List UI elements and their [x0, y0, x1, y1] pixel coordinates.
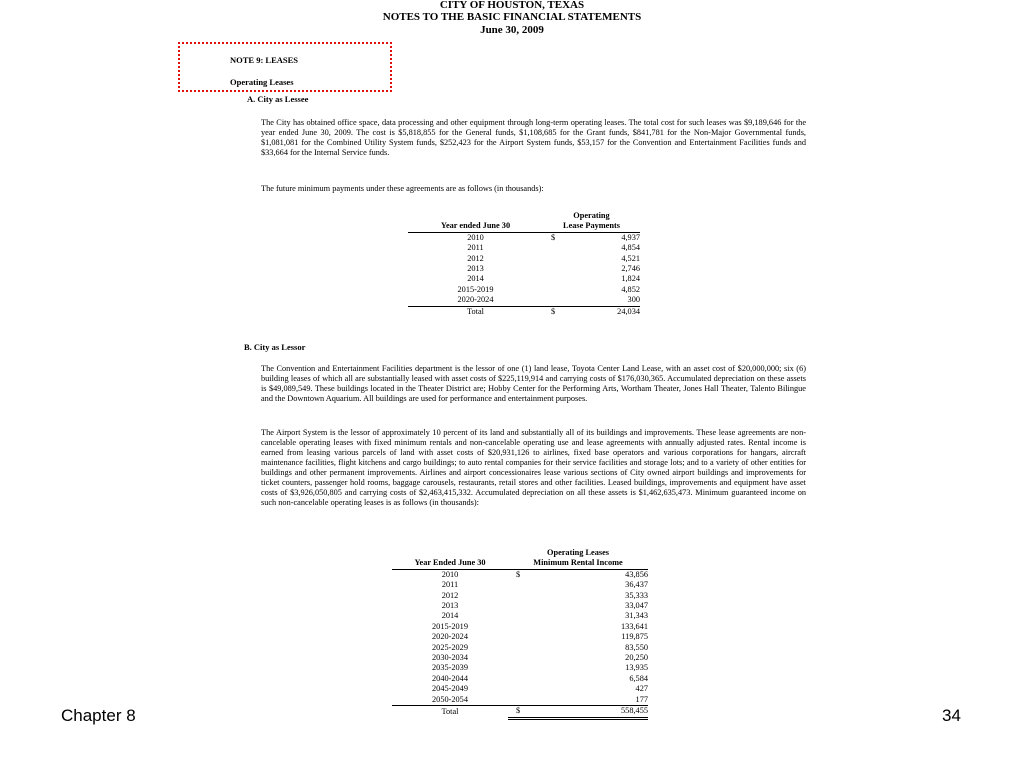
lessee-row-currency: [543, 243, 577, 253]
lessee-row: [408, 274, 640, 284]
lessor-row-year: 2014: [441, 611, 459, 621]
lessee-row: [408, 285, 640, 295]
lessor-row-currency: [508, 663, 551, 673]
lessee-row-value: 2,746: [621, 264, 640, 274]
lessor-row-value: 43,856: [625, 569, 648, 579]
lessor-row: [392, 569, 648, 580]
lessee-row-year: 2014: [467, 274, 484, 284]
lessor-row-year: 2045-2049: [432, 684, 468, 694]
lessor-row-year: 2012: [441, 590, 459, 600]
lessor-total-currency: $: [508, 706, 551, 718]
section-a-paragraph-2: The future minimum payments under these agreements are as follows (in thousands):: [261, 184, 544, 193]
lessee-row-value: 4,521: [621, 253, 640, 263]
section-a-paragraph-1: The City has obtained office space, data processing and other equipment through long-term operating leases. The total cost for such leases was $9,189,646 for the year ended June 30, 2009. The cost is $5,818,855 for the General funds, $1,108,685 for the Grant funds, $841,781 for the Non-Major Governmental funds, $1,081,081 for the Combined Utility System funds, $252,423 for the Airport System funds, $53,157 for the Convention and Entertainment Facilities funds and $33,664 for the Internal Service funds.: [261, 118, 806, 157]
lessor-row-value: 133,641: [621, 621, 648, 631]
lessor-row-year: 2025-2029: [432, 642, 468, 652]
lessee-row-year: 2020-2024: [457, 295, 494, 305]
lessor-row: [392, 643, 648, 653]
lessee-total-row: [408, 306, 640, 317]
lessor-row: [392, 653, 648, 663]
lessor-row-year: 2050-2054: [432, 694, 468, 704]
lessor-row-value: 427: [635, 684, 648, 694]
lessee-row-currency: [543, 254, 577, 264]
lessor-col2-header-line2: Minimum Rental Income: [508, 558, 648, 569]
lessor-row-currency: [508, 580, 551, 590]
lessor-row-year: 2040-2044: [432, 673, 468, 683]
lessor-total-value: 558,455: [551, 706, 648, 718]
lessee-total-label: Total: [408, 306, 543, 317]
lessor-row-currency: [508, 653, 551, 663]
lessor-row: [392, 591, 648, 601]
lessee-row-year: 2015-2019: [457, 284, 494, 294]
lessor-row-currency: [508, 674, 551, 684]
lessor-row-year: 2013: [441, 601, 459, 611]
lessee-row-value: 4,937: [621, 232, 640, 242]
lessor-row: [392, 601, 648, 611]
lessee-row: [408, 243, 640, 253]
lessor-row-currency: [508, 611, 551, 621]
lessor-row-value: 33,047: [625, 601, 648, 611]
lessor-row-currency: [508, 591, 551, 601]
lessee-col2-header-line2: Lease Payments: [543, 221, 640, 232]
lessee-row-year: 2011: [467, 243, 484, 253]
lessor-row-value: 20,250: [625, 653, 648, 663]
lessor-total-row: [392, 706, 648, 718]
lessor-row-currency: [508, 684, 551, 694]
lessor-row-currency: [508, 632, 551, 642]
lessor-row-currency: [508, 643, 551, 653]
lessee-row-value: 4,854: [621, 243, 640, 253]
lessor-income-table: [392, 548, 648, 720]
lessor-row: [392, 663, 648, 673]
lessor-row-year: 2010: [441, 569, 459, 579]
lessee-row-value: 1,824: [621, 274, 640, 284]
chapter-label: Chapter 8: [61, 706, 136, 725]
note-title: NOTE 9: LEASES: [230, 55, 299, 65]
lessor-row-currency: [508, 601, 551, 611]
lessee-row-currency: $: [551, 232, 556, 242]
lessor-row-value: 177: [635, 694, 648, 704]
lessee-row-currency: [543, 264, 577, 274]
lessor-row: [392, 580, 648, 590]
lessee-row: [408, 232, 640, 243]
lessee-total-currency: $: [543, 306, 577, 317]
lessee-row-value: 300: [627, 295, 640, 305]
page-number: 34: [942, 706, 961, 725]
section-b-heading: B. City as Lessor: [244, 342, 306, 352]
lessor-row: [392, 695, 648, 706]
lessee-total-value: 24,034: [577, 306, 640, 317]
lessor-row-value: 35,333: [625, 590, 648, 600]
lessor-col2-header-line1: Operating Leases: [547, 548, 609, 557]
lessee-row: [408, 254, 640, 264]
lessee-row: [408, 295, 640, 306]
section-a-heading: A. City as Lessee: [247, 94, 309, 104]
lessor-row-value: 119,875: [621, 632, 648, 642]
lessor-col1-header: Year Ended June 30: [392, 558, 508, 569]
lessee-payments-table: [408, 211, 640, 317]
lessor-row: [392, 611, 648, 621]
lessor-row-currency: $: [516, 569, 521, 579]
document-header-date: June 30, 2009: [480, 24, 544, 36]
lessor-row-value: 13,935: [625, 663, 648, 673]
lessor-row: [392, 622, 648, 632]
lessor-row: [392, 632, 648, 642]
lessor-row-value: 31,343: [625, 611, 648, 621]
section-b-paragraph-2: The Airport System is the lessor of approximately 10 percent of its land and substantially all of its buildings and improvements. These lease agreements are non-cancelable operating leases with fixed minimum rentals and non-cancelable operating use and lease agreements with annually adjusted rates. Rental income is earned from leasing various parcels of land with asset costs of $20,931,126 to airlines, fixed base operators and various corporations for hangars, aircraft maintenance facilities, flight kitchens and cargo buildings; to auto rental companies for their service facilities and storage lots; and to a variety of other entities for buildings and other permanent improvements. Airlines and airport concessionaires lease various sections of City owned airport buildings and improvements for ticket counters, passenger hold rooms, baggage carousels, restaurants, retail stores and other facilities. Leased buildings, improvements and equipment have asset costs of $3,926,050,805 and carrying costs of $2,463,415,332. Accumulated depreciation on all these assets is $1,462,635,473. Minimum guaranteed income on such non-cancelable operating leases is as follows (in thousands):: [261, 428, 806, 507]
lessor-row-year: 2020-2024: [432, 632, 468, 642]
lessee-col2-header-line1: Operating: [573, 211, 610, 220]
document-header-city: CITY OF HOUSTON, TEXAS: [439, 0, 585, 11]
lessee-row-currency: [543, 274, 577, 284]
lessee-row-year: 2013: [467, 264, 484, 274]
lessee-row-value: 4,852: [621, 284, 640, 294]
lessee-row-year: 2012: [467, 253, 484, 263]
lessor-total-label: Total: [392, 706, 508, 718]
note-subtitle: Operating Leases: [230, 77, 294, 87]
lessor-row-year: 2011: [441, 580, 459, 590]
lessor-row-year: 2030-2034: [432, 653, 468, 663]
lessor-row-currency: [508, 622, 551, 632]
lessor-row-year: 2035-2039: [432, 663, 468, 673]
document-header-title: NOTES TO THE BASIC FINANCIAL STATEMENTS: [382, 11, 642, 23]
lessor-row-year: 2015-2019: [432, 621, 468, 631]
lessor-row: [392, 684, 648, 694]
lessee-row: [408, 264, 640, 274]
lessor-row-value: 6,584: [629, 673, 648, 683]
section-b-paragraph-1: The Convention and Entertainment Facilities department is the lessor of one (1) land lease, Toyota Center Land Lease, with an asset cost of $20,000,000; six (6) building leases of which all are substantially leased with asset costs of $225,119,914 and carrying costs of $176,030,365. Accumulated depreciation on these assets is $49,089,549. These buildings located in the Theater District are; Hobby Center for the Performing Arts, Wortham Theater, Jones Hall Theater, Talento Bilingue and the Downtown Aquarium. All buildings are used for performance and entertainment purposes.: [261, 364, 806, 403]
lessor-row-currency: [508, 695, 551, 706]
lessee-row-year: 2010: [467, 232, 484, 242]
lessor-row: [392, 674, 648, 684]
lessor-row-value: 83,550: [625, 642, 648, 652]
lessee-row-currency: [543, 295, 577, 306]
lessee-row-currency: [543, 285, 577, 295]
lessee-col1-header: Year ended June 30: [408, 221, 543, 232]
lessor-row-value: 36,437: [625, 580, 648, 590]
